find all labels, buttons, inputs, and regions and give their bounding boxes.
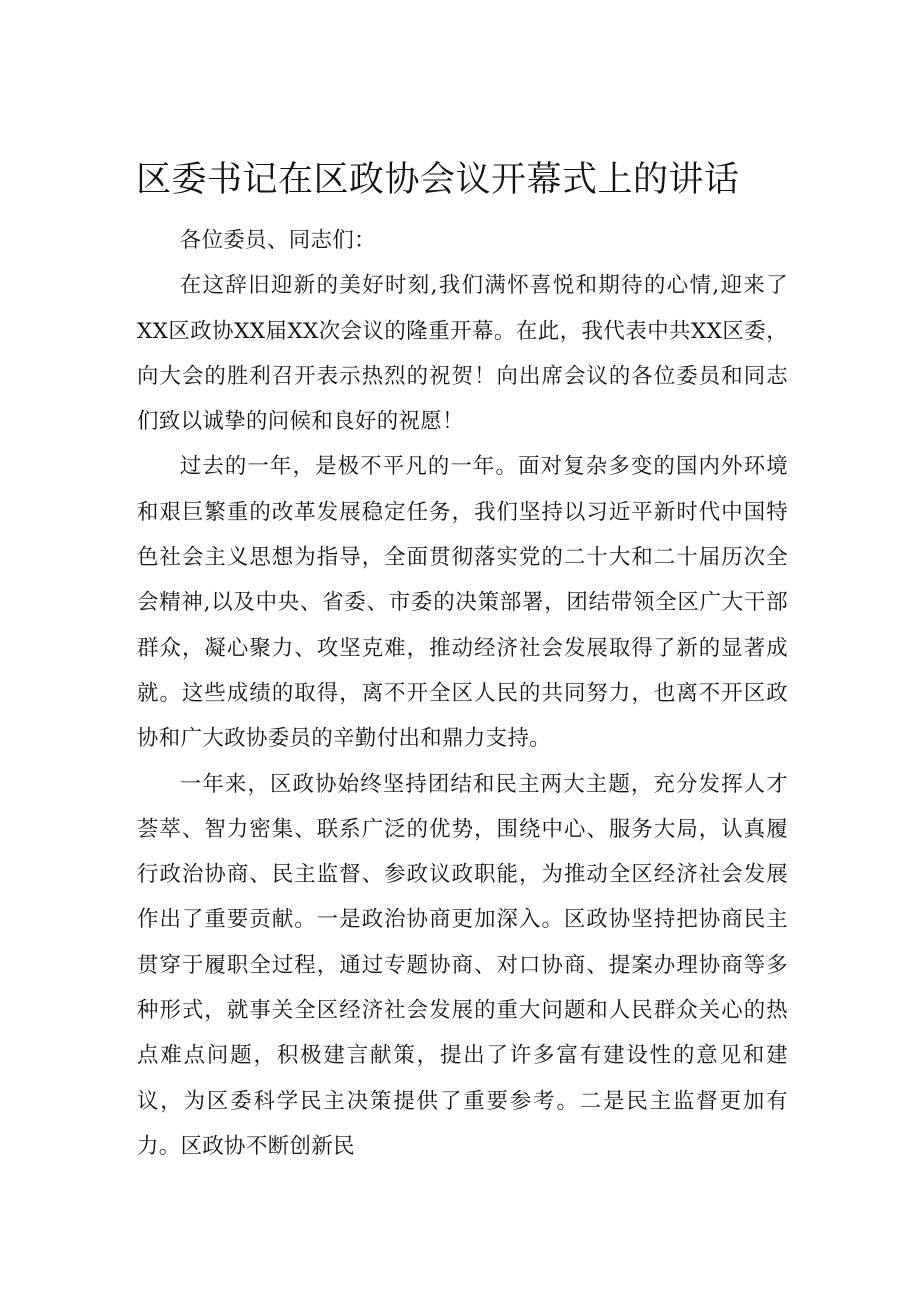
paragraph-past-year: 过去的一年，是极不平凡的一年。面对复杂多变的国内外环境和艰巨繁重的改革发展稳定任务，我们坚持以习近平新时代中国特色社会主义思想为指导，全面贯彻落实党的二十大和二十届历次全会精神,以及中央、省委、市委的决策部署，团结带领全区广大干部群众，凝心聚力、攻坚克难，推动经济社会发展取得了新的显著成就。这些成绩的取得，离不开全区人民的共同努力，也离不开区政协和广大政协委员的辛勤付出和鼎力支持。 — [137, 454, 788, 752]
paragraph-cppcc-work: 一年来，区政协始终坚持团结和民主两大主题，充分发挥人才荟萃、智力密集、联系广泛的优势，围绕中心、服务大局，认真履行政治协商、民主监督、参政议政职能，为推动全区经济社会发展作出了重要贡献。一是政治协商更加深入。区政协坚持把协商民主贯穿于履职全过程，通过专题协商、对口协商、提案办理协商等多种形式，就事关全区经济社会发展的重大问题和人民群众关心的热点难点问题，积极建言献策，提出了许多富有建设性的意见和建议，为区委科学民主决策提供了重要参考。二是民主监督更加有力。区政协不断创新民 — [137, 771, 788, 1159]
document-body — [137, 218, 788, 1169]
salutation: 各位委员、同志们： — [179, 228, 376, 253]
document-title: 区委书记在区政协会议开幕式上的讲话 — [136, 160, 740, 200]
paragraph-opening: 在这辞旧迎新的美好时刻,我们满怀喜悦和期待的心情,迎来了XX区政协XX届XX次会议的隆重开幕。在此，我代表中共XX区委，向大会的胜利召开表示热烈的祝贺！向出席会议的各位委员和同志们致以诚挚的问候和良好的祝愿！ — [137, 273, 788, 435]
